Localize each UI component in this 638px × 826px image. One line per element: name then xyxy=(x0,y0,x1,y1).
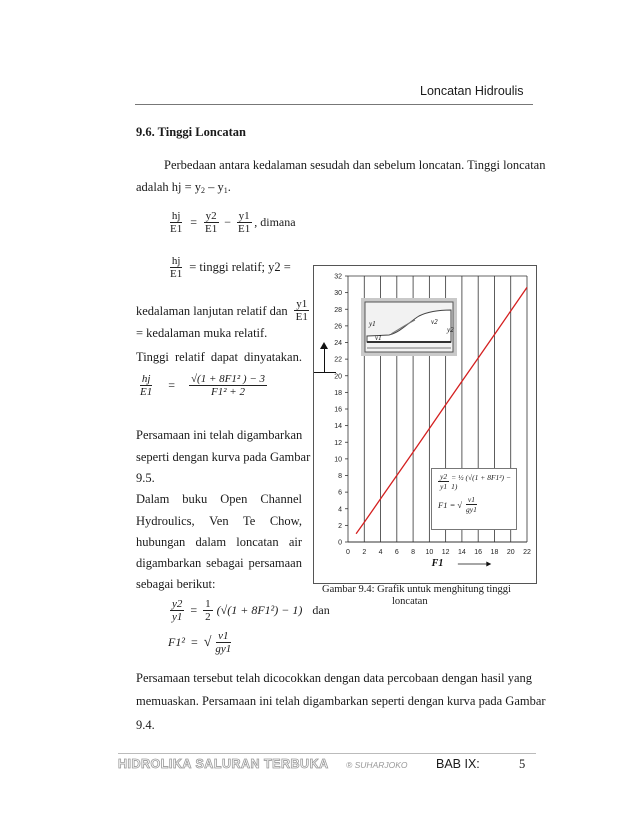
figure-caption xyxy=(322,584,538,608)
equation-froude: F1² = √ $\frac{v1}{gy1}$ xyxy=(168,630,232,655)
denominator: gy1 xyxy=(215,643,232,655)
x-tick-label: 12 xyxy=(441,549,450,556)
text-run: kedalaman lanjutan relatif dan xyxy=(136,303,288,318)
denominator: F1² + 2 xyxy=(211,386,245,398)
text-run: . xyxy=(227,180,231,194)
x-tick-label: 2 xyxy=(362,549,367,556)
denominator: E1 xyxy=(140,386,153,398)
word: Tinggi xyxy=(136,350,169,364)
denominator: E1 xyxy=(170,268,183,280)
paragraph-line-justified xyxy=(136,490,302,508)
x-tick-label: 20 xyxy=(506,549,515,556)
y-axis-label xyxy=(314,342,336,373)
paragraph-line-justified xyxy=(136,348,302,366)
inset-equation-ratio xyxy=(432,469,516,491)
denominator: E1 xyxy=(238,223,251,235)
fraction xyxy=(189,373,267,398)
y-tick-label: 16 xyxy=(334,406,342,414)
inset-equation-froude: F1 = √ $\frac{v1}{gy1}$ xyxy=(438,495,477,514)
v2-label: v2 xyxy=(431,318,438,326)
word: dinyatakan. xyxy=(244,350,302,364)
y-axis-arrow xyxy=(314,342,336,372)
denominator: gy1 xyxy=(465,505,477,514)
paragraph-line: memuaskan. Persamaan ini telah digambarkan seperti dengan kurva pada Gambar xyxy=(136,694,546,708)
x-tick-label: 22 xyxy=(523,549,531,556)
numerator: hj xyxy=(171,210,181,222)
denominator: E1 xyxy=(295,311,308,323)
numerator: √(1 + 8F1² ) − 3 xyxy=(191,373,265,385)
word: loncatan xyxy=(236,535,279,549)
word: sebagai xyxy=(206,556,244,570)
y-tick-label: 24 xyxy=(334,340,342,347)
footer-author: ® SUHARJOKO xyxy=(346,760,408,770)
word: Ven xyxy=(209,514,229,528)
fraction xyxy=(294,298,310,323)
fraction xyxy=(236,210,252,235)
equation-lhs: F1² xyxy=(168,635,185,649)
fraction xyxy=(203,598,213,623)
word: digambarkan xyxy=(136,556,202,570)
word: Chow, xyxy=(269,514,302,528)
y-tick-label: 14 xyxy=(334,423,342,431)
v1-label: v1 xyxy=(375,334,382,342)
x-tick-label: 0 xyxy=(346,549,350,556)
fraction xyxy=(464,495,479,514)
denominator: E1 xyxy=(205,223,218,235)
paragraph-line xyxy=(136,178,231,200)
footer-chapter: BAB IX: xyxy=(436,757,480,771)
word: relatif xyxy=(174,350,205,364)
equation-text: = tinggi relatif; y2 = xyxy=(189,260,291,274)
header-rule xyxy=(135,104,533,105)
y2-label: y2 xyxy=(447,326,454,334)
equation-rhs: = ½ (√(1 + 8F1²) − 1) xyxy=(451,472,511,491)
word: Open xyxy=(220,492,248,506)
equation-body: (√(1 + 8F1²) − 1) xyxy=(216,603,303,617)
denominator: y1 xyxy=(172,611,183,623)
chart-inset-equations xyxy=(431,468,517,530)
word: hubungan xyxy=(136,535,186,549)
y-tick-label: 28 xyxy=(334,306,342,314)
paragraph-line: = kedalaman muka relatif. xyxy=(136,326,268,340)
paragraph-line-justified xyxy=(136,512,302,530)
fraction xyxy=(138,373,154,398)
word: Te xyxy=(243,514,256,528)
y-tick-label: 12 xyxy=(334,439,342,447)
y-tick-label: 22 xyxy=(334,356,342,364)
x-tick-label: 6 xyxy=(394,549,399,556)
numerator: y1 xyxy=(238,210,250,222)
word: Channel xyxy=(260,492,302,506)
fraction xyxy=(203,210,219,235)
paragraph-line-justified xyxy=(136,554,302,572)
hydraulic-jump-illustration xyxy=(361,298,457,356)
numerator: 1 xyxy=(205,598,211,610)
numerator: y2 xyxy=(172,598,183,610)
equation-tail: , dimana xyxy=(254,215,296,229)
y-tick-label: 6 xyxy=(338,489,342,497)
paragraph-line: Persamaan tersebut telah dicocokkan dengan data percobaan dengan hasil yang xyxy=(136,671,533,685)
numerator: v1 xyxy=(467,495,475,504)
numerator: y1 xyxy=(296,298,308,310)
y-tick-label: 26 xyxy=(334,323,342,331)
y-tick-label: 30 xyxy=(334,290,342,298)
numerator: y2 xyxy=(440,472,448,481)
fraction xyxy=(168,255,184,280)
footer-rule xyxy=(118,753,536,754)
numerator: hj xyxy=(141,373,151,385)
word: Hydroulics, xyxy=(136,514,195,528)
y-label-text xyxy=(314,372,336,373)
denominator: 2 xyxy=(205,611,211,623)
fraction xyxy=(168,210,184,235)
equation-hj: $\frac{hj}{E1}$ = $\frac{y2}{E1}$ − $\frac{y1}{E1}$ , dimana xyxy=(170,210,296,235)
x-tick-label: 18 xyxy=(490,549,499,556)
hydraulic-jump-photo xyxy=(361,298,457,356)
paragraph-line: Persamaan ini telah digambarkan xyxy=(136,428,303,442)
fraction xyxy=(213,630,233,655)
word: buku xyxy=(182,492,208,506)
fraction xyxy=(170,598,184,623)
y-tick-label: 20 xyxy=(334,373,342,381)
denominator: E1 xyxy=(170,223,183,235)
word: air xyxy=(288,535,302,549)
footer-book-title: HIDROLIKA SALURAN TERBUKA xyxy=(118,757,329,771)
paragraph-line: seperti dengan kurva pada Gambar xyxy=(136,450,311,464)
x-tick-label: 14 xyxy=(458,549,466,556)
paragraph-line-justified xyxy=(136,533,302,551)
equation-relative-height xyxy=(166,255,291,280)
x-tick-label: 16 xyxy=(474,549,483,556)
word: dalam xyxy=(195,535,227,549)
running-header: Loncatan Hidroulis xyxy=(420,84,524,98)
denominator: y1 xyxy=(440,482,448,491)
paragraph-line: 9.5. xyxy=(136,471,155,485)
x-tick-label: 10 xyxy=(425,549,434,556)
word: persamaan xyxy=(248,556,302,570)
equation-lhs: F1 = xyxy=(438,499,456,510)
caption-line: Gambar 9.4: Grafik untuk menghitung tinggi xyxy=(322,584,511,595)
y-tick-label: 4 xyxy=(338,506,342,514)
y-tick-label: 10 xyxy=(334,456,342,464)
paragraph-line: sebagai berikut: xyxy=(136,577,216,591)
section-title: 9.6. Tinggi Loncatan xyxy=(136,125,246,139)
subscript: 1 xyxy=(223,186,228,195)
word: dapat xyxy=(210,350,238,364)
text-run: adalah hj = y xyxy=(136,180,202,194)
y-tick-label: 32 xyxy=(334,273,342,281)
paragraph-line: 9.4. xyxy=(136,718,155,732)
text-run: – y xyxy=(205,180,224,194)
page-number: 5 xyxy=(519,757,526,771)
y-tick-label: 18 xyxy=(334,389,342,397)
y-tick-label: 0 xyxy=(338,539,342,547)
caption-line: loncatan xyxy=(392,596,428,607)
equation-relative-expression: $\frac{hj}{E1}$ = $\frac{\text{√(1 + 8F1² ) − 3}}{\text{F1² + 2}}$ xyxy=(140,373,265,398)
numerator: y2 xyxy=(205,210,217,222)
paragraph-line: Perbedaan antara kedalaman sesudah dan sebelum loncatan. Tinggi loncatan xyxy=(164,158,546,172)
equation-depth-ratio: $\frac{y2}{y1}$ = $\frac{1}{2}$ (√(1 + 8F1²) − 1) dan xyxy=(172,598,330,623)
x-tick-label: 4 xyxy=(378,549,383,556)
y1-label: y1 xyxy=(369,320,376,328)
numerator: v1 xyxy=(218,630,229,642)
y-tick-label: 8 xyxy=(338,473,342,480)
equation-tail: dan xyxy=(312,603,330,617)
paragraph-line xyxy=(136,298,312,323)
y-tick-label: 2 xyxy=(338,522,342,530)
word: Dalam xyxy=(136,492,170,506)
numerator: hj xyxy=(171,255,181,267)
x-axis-label: F1 xyxy=(431,558,444,569)
subscript: 2 xyxy=(201,186,206,195)
fraction xyxy=(438,472,449,491)
x-tick-label: 8 xyxy=(411,549,416,556)
